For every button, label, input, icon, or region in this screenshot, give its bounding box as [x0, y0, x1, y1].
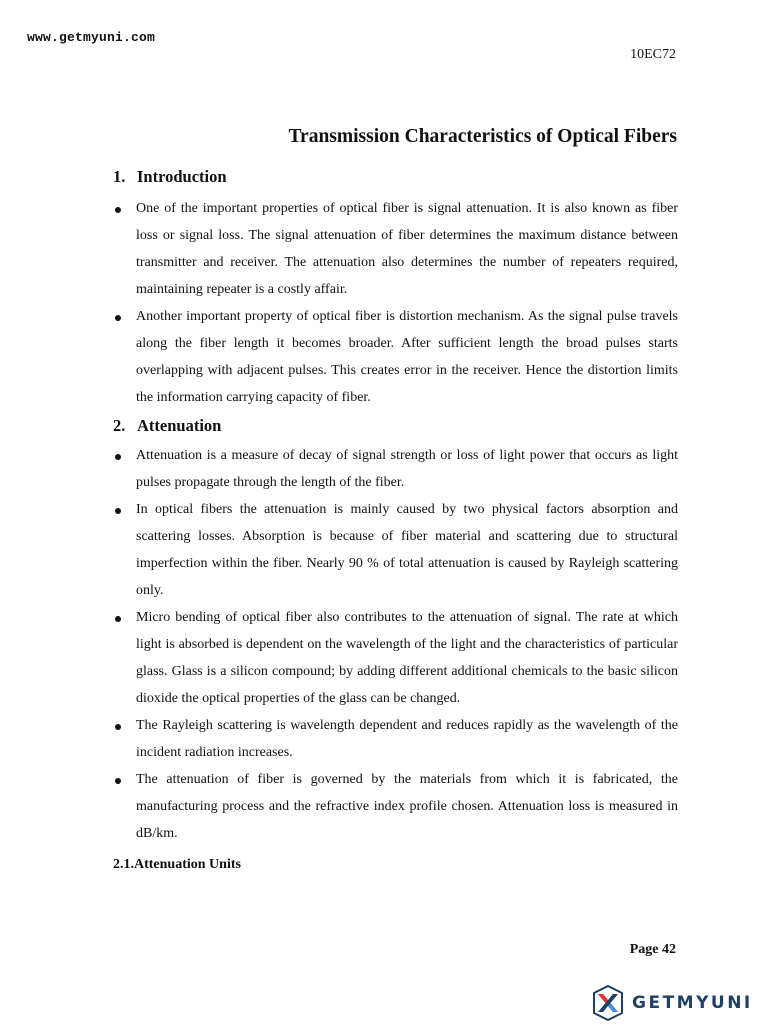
- bullet-icon: [115, 454, 121, 460]
- list-item-text: Another important property of optical fiber is distortion mechanism. As the signal pulse travels along the fiber length it becomes broader. After sufficient length the broad pulses starts overlapping with adjacent pulses. This creates error in the receiver. Hence the distortion limits the information carrying capacity of fiber.: [136, 309, 678, 405]
- list-item-text: The attenuation of fiber is governed by the materials from which it is fabricated, the manufacturing process and the refractive index profile chosen. Attenuation loss is measured in dB/km.: [136, 772, 678, 841]
- bullet-icon: [115, 616, 121, 622]
- list-item-text: Attenuation is a measure of decay of signal strength or loss of light power that occurs as light pulses propagate through the length of the fiber.: [136, 448, 678, 490]
- getmyuni-logo-text: GETMYUNI: [632, 993, 753, 1013]
- section-heading-introduction: [113, 163, 678, 191]
- introduction-bullet-list: [113, 195, 678, 411]
- page-number: Page 42: [629, 942, 676, 957]
- list-item: [113, 195, 678, 303]
- bullet-icon: [115, 724, 121, 730]
- section-number: 1.: [113, 167, 126, 186]
- section-heading-attenuation: [113, 412, 678, 440]
- list-item: [113, 496, 678, 604]
- list-item: [113, 712, 678, 766]
- document-body: [113, 163, 678, 878]
- attenuation-bullet-list: [113, 442, 678, 847]
- section-title: Introduction: [137, 167, 227, 186]
- bullet-icon: [115, 207, 121, 213]
- getmyuni-x-logo-icon: [593, 985, 623, 1021]
- section-title: Attenuation: [137, 416, 222, 435]
- list-item: [113, 303, 678, 411]
- list-item-text: The Rayleigh scattering is wavelength dependent and reduces rapidly as the wavelength of the incident radiation increases.: [136, 718, 678, 760]
- page-title: Transmission Characteristics of Optical Fibers: [288, 126, 677, 147]
- list-item-text: One of the important properties of optical fiber is signal attenuation. It is also known as fiber loss or signal loss. The signal attenuation of fiber determines the maximum distance between transmitter and receiver. The attenuation also determines the number of repeaters required, maintaining repeater is a costly affair.: [136, 201, 678, 297]
- section-number: 2.: [113, 416, 126, 435]
- list-item-text: In optical fibers the attenuation is mainly caused by two physical factors absorption and scattering losses. Absorption is because of fiber material and scattering due to structural imperfection within the fiber. Nearly 90 % of total attenuation is caused by Rayleigh scattering only.: [136, 502, 678, 598]
- header-url: www.getmyuni.com: [27, 30, 156, 45]
- list-item: [113, 442, 678, 496]
- list-item: [113, 604, 678, 712]
- document-code: 10EC72: [630, 47, 676, 62]
- getmyuni-logo: [593, 985, 753, 1021]
- bullet-icon: [115, 315, 121, 321]
- subsection-heading: 2.1.Attenuation Units: [113, 857, 241, 872]
- bullet-icon: [115, 778, 121, 784]
- list-item-text: Micro bending of optical fiber also contributes to the attenuation of signal. The rate at which light is absorbed is dependent on the wavelength of the light and the characteristics of particular glass. Glass is a silicon compound; by adding different additional chemicals to the basic silicon dioxide the optical properties of the glass can be changed.: [136, 610, 678, 706]
- bullet-icon: [115, 508, 121, 514]
- list-item: [113, 766, 678, 847]
